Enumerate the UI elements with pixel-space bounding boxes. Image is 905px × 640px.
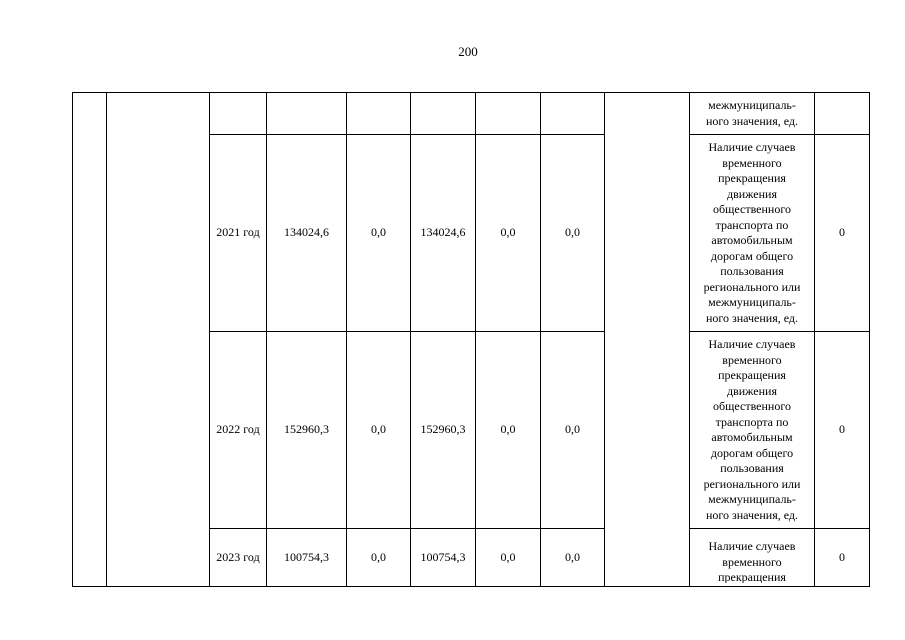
regional-budget-cell: 134024,6 [411, 135, 476, 332]
total-cell: 100754,3 [267, 529, 347, 587]
target-value-cell: 0 [815, 529, 870, 587]
page-number: 200 [458, 44, 478, 59]
other-sources-cell [541, 93, 605, 135]
total-cell [267, 93, 347, 135]
other-sources-cell: 0,0 [541, 332, 605, 529]
indicator-cell [690, 529, 815, 587]
other-sources-cell: 0,0 [541, 135, 605, 332]
regional-budget-cell [411, 93, 476, 135]
year-cell [210, 93, 267, 135]
local-budget-cell: 0,0 [476, 135, 541, 332]
total-cell: 152960,3 [267, 332, 347, 529]
local-budget-cell: 0,0 [476, 332, 541, 529]
measure-name-cell [107, 93, 210, 587]
federal-budget-cell [347, 93, 411, 135]
table-row [73, 93, 870, 135]
target-value-cell: 0 [815, 135, 870, 332]
federal-budget-cell: 0,0 [347, 332, 411, 529]
year-cell: 2021 год [210, 135, 267, 332]
federal-budget-cell: 0,0 [347, 529, 411, 587]
federal-budget-cell: 0,0 [347, 135, 411, 332]
target-value-cell [815, 93, 870, 135]
indicator-text: Наличие случаев временного прекращения движения общественного транспорта по автомобильным дорогам общего пользования регионального или межмуниципаль- ного значения, ед. [703, 337, 801, 522]
local-budget-cell: 0,0 [476, 529, 541, 587]
program-financing-table [72, 92, 870, 587]
indicator-cell [690, 332, 815, 529]
indicator-text: Наличие случаев временного прекращения [708, 539, 796, 583]
number-cell [73, 93, 107, 587]
indicator-text: Наличие случаев временного прекращения движения общественного транспорта по автомобильным дорогам общего пользования регионального или межмуниципаль- ного значения, ед. [703, 140, 801, 325]
indicator-cell [690, 93, 815, 135]
local-budget-cell [476, 93, 541, 135]
regional-budget-cell: 100754,3 [411, 529, 476, 587]
executor-cell [605, 93, 690, 587]
indicator-cell [690, 135, 815, 332]
total-cell: 134024,6 [267, 135, 347, 332]
regional-budget-cell: 152960,3 [411, 332, 476, 529]
year-cell: 2022 год [210, 332, 267, 529]
other-sources-cell: 0,0 [541, 529, 605, 587]
target-value-cell: 0 [815, 332, 870, 529]
year-cell: 2023 год [210, 529, 267, 587]
indicator-text: межмуниципаль- ного значения, ед. [705, 98, 799, 128]
